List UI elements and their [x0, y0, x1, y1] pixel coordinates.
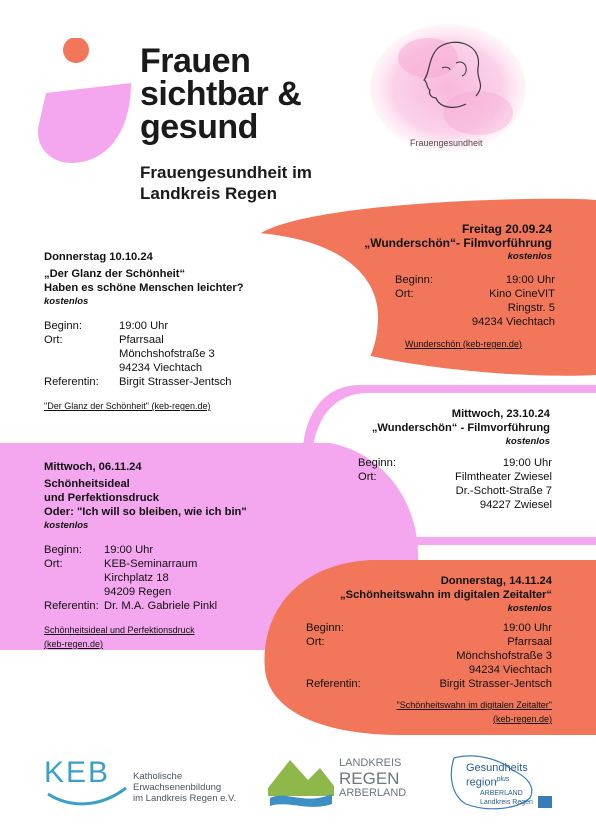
- keb-logo-icon: [40, 752, 140, 812]
- gesundheitsregion-text: [466, 762, 533, 807]
- landkreis-text: [339, 757, 406, 800]
- event-card-23-10: [330, 407, 550, 449]
- event-link-text[interactable]: (keb-regen.de): [44, 639, 104, 649]
- gesund-line: Gesundheits: [466, 762, 528, 774]
- event-link-text[interactable]: (keb-regen.de): [492, 714, 552, 724]
- ref-label: Referentin:: [306, 678, 361, 690]
- landkreis-mountain-icon: [268, 752, 334, 810]
- ref-label: Referentin:: [44, 376, 99, 388]
- keb-line: im Landkreis Regen e.V.: [133, 793, 237, 804]
- title-line-3: gesund: [140, 108, 258, 146]
- event-title: „Wunderschön“ - Filmvorführung: [371, 422, 550, 434]
- ort-line: KEB-Seminarraum: [104, 558, 198, 570]
- subtitle-line-2: Landkreis Regen: [140, 184, 277, 203]
- event-link-text[interactable]: Wunderschön (keb-regen.de): [405, 339, 522, 349]
- event-free-label: kostenlos: [44, 520, 89, 531]
- ort-line: Ringstr. 5: [507, 302, 555, 314]
- gesund-plus: plus: [496, 776, 510, 783]
- ort-label: Ort:: [395, 288, 414, 300]
- ort-line: 94234 Viechtach: [468, 664, 552, 676]
- ort-line: Mönchshofstraße 3: [456, 650, 552, 662]
- ort-line: Pfarrsaal: [507, 636, 552, 648]
- event-date: Freitag 20.09.24: [461, 222, 552, 236]
- keb-line: Erwachsenenbildung: [133, 782, 222, 793]
- event-details-14-11: [306, 621, 552, 691]
- subtitle-line-1: Frauengesundheit im: [140, 163, 312, 182]
- event-free-label: kostenlos: [505, 436, 550, 447]
- ref-value: Birgit Strasser-Jentsch: [119, 376, 232, 388]
- ort-line: 94234 Viechtach: [119, 362, 203, 374]
- event-card-20-09: [330, 222, 552, 264]
- beginn-label: Beginn:: [395, 274, 433, 286]
- ort-line: Filmtheater Zwiesel: [455, 471, 552, 483]
- svg-text:KEB: KEB: [44, 756, 111, 789]
- event-details-20-09: [395, 273, 555, 329]
- event-title: „Wunderschön“- Filmvorführung: [364, 236, 552, 250]
- event-link-text[interactable]: "Schönheitswahn im digitalen Zeitalter": [396, 700, 552, 710]
- event-card-14-11: [290, 574, 552, 616]
- event-title: Oder: "Ich will so bleiben, wie ich bin": [44, 506, 247, 518]
- ort-label: Ort:: [44, 334, 63, 346]
- event-card-10-10: [44, 250, 344, 413]
- title-line-2: sichtbar &: [140, 75, 302, 113]
- event-link-text[interactable]: Schönheitsideal und Perfektionsdruck: [44, 625, 195, 635]
- title-line-1: Frauen: [140, 42, 251, 80]
- ort-line: Dr.-Schott-Straße 7: [455, 485, 552, 497]
- event-date: Donnerstag 10.10.24: [44, 251, 153, 263]
- ort-label: Ort:: [306, 636, 325, 648]
- event-title: Schönheitsideal: [44, 478, 130, 490]
- beginn-label: Beginn:: [358, 457, 396, 469]
- ort-line: 94209 Regen: [104, 586, 172, 598]
- event-link-20-09[interactable]: [405, 337, 522, 351]
- event-date: Mittwoch, 23.10.24: [451, 408, 550, 420]
- landkreis-line: REGEN: [339, 769, 400, 788]
- event-title: „Schönheitswahn im digitalen Zeitalter“: [340, 589, 552, 601]
- art-label: Frauengesundheit: [410, 138, 483, 148]
- ort-line: Kino CineVIT: [489, 288, 555, 300]
- event-free-label: kostenlos: [507, 251, 552, 262]
- gesund-line: ARBERLAND: [480, 789, 523, 797]
- ref-value: Birgit Strasser-Jentsch: [439, 678, 552, 690]
- event-title: und Perfektionsdruck: [44, 492, 160, 504]
- beginn-label: Beginn:: [44, 544, 82, 556]
- ort-label: Ort:: [44, 558, 63, 570]
- keb-line: Katholische: [133, 771, 183, 782]
- event-date: Mittwoch, 06.11.24: [44, 461, 142, 473]
- beginn-value: 19:00 Uhr: [119, 320, 169, 332]
- event-title: Haben es schöne Menschen leichter?: [44, 282, 244, 294]
- event-free-label: kostenlos: [44, 296, 89, 307]
- gesund-line: region: [466, 776, 497, 789]
- event-link-text[interactable]: "Der Glanz der Schönheit" (keb-regen.de): [44, 401, 211, 411]
- event-title: „Der Glanz der Schönheit“: [44, 268, 186, 280]
- beginn-value: 19:00 Uhr: [104, 544, 154, 556]
- keb-org-name: [133, 771, 236, 804]
- ort-line: Mönchshofstraße 3: [119, 348, 215, 360]
- beginn-value: 19:00 Uhr: [502, 622, 552, 634]
- landkreis-line: LANDKREIS: [339, 757, 402, 769]
- landkreis-line: ARBERLAND: [339, 787, 407, 799]
- page-title: [140, 42, 302, 146]
- beginn-label: Beginn:: [306, 622, 344, 634]
- event-date: Donnerstag, 14.11.24: [440, 575, 552, 587]
- ref-value: Dr. M.A. Gabriele Pinkl: [104, 600, 218, 612]
- ort-label: Ort:: [358, 471, 377, 483]
- ort-line: Pfarrsaal: [119, 334, 164, 346]
- beginn-value: 19:00 Uhr: [502, 457, 552, 469]
- event-free-label: kostenlos: [507, 603, 552, 614]
- page-subtitle: [140, 162, 312, 204]
- event-details-23-10: [358, 456, 552, 512]
- beginn-value: 19:00 Uhr: [505, 274, 555, 286]
- beginn-label: Beginn:: [44, 320, 82, 332]
- ort-line: 94234 Viechtach: [471, 316, 555, 328]
- ort-line: Kirchplatz 18: [104, 572, 169, 584]
- gesund-line: Landkreis Regen: [480, 798, 533, 806]
- event-link-14-11[interactable]: [330, 698, 552, 726]
- ort-line: 94227 Zwiesel: [479, 499, 552, 511]
- ref-label: Referentin:: [44, 600, 99, 612]
